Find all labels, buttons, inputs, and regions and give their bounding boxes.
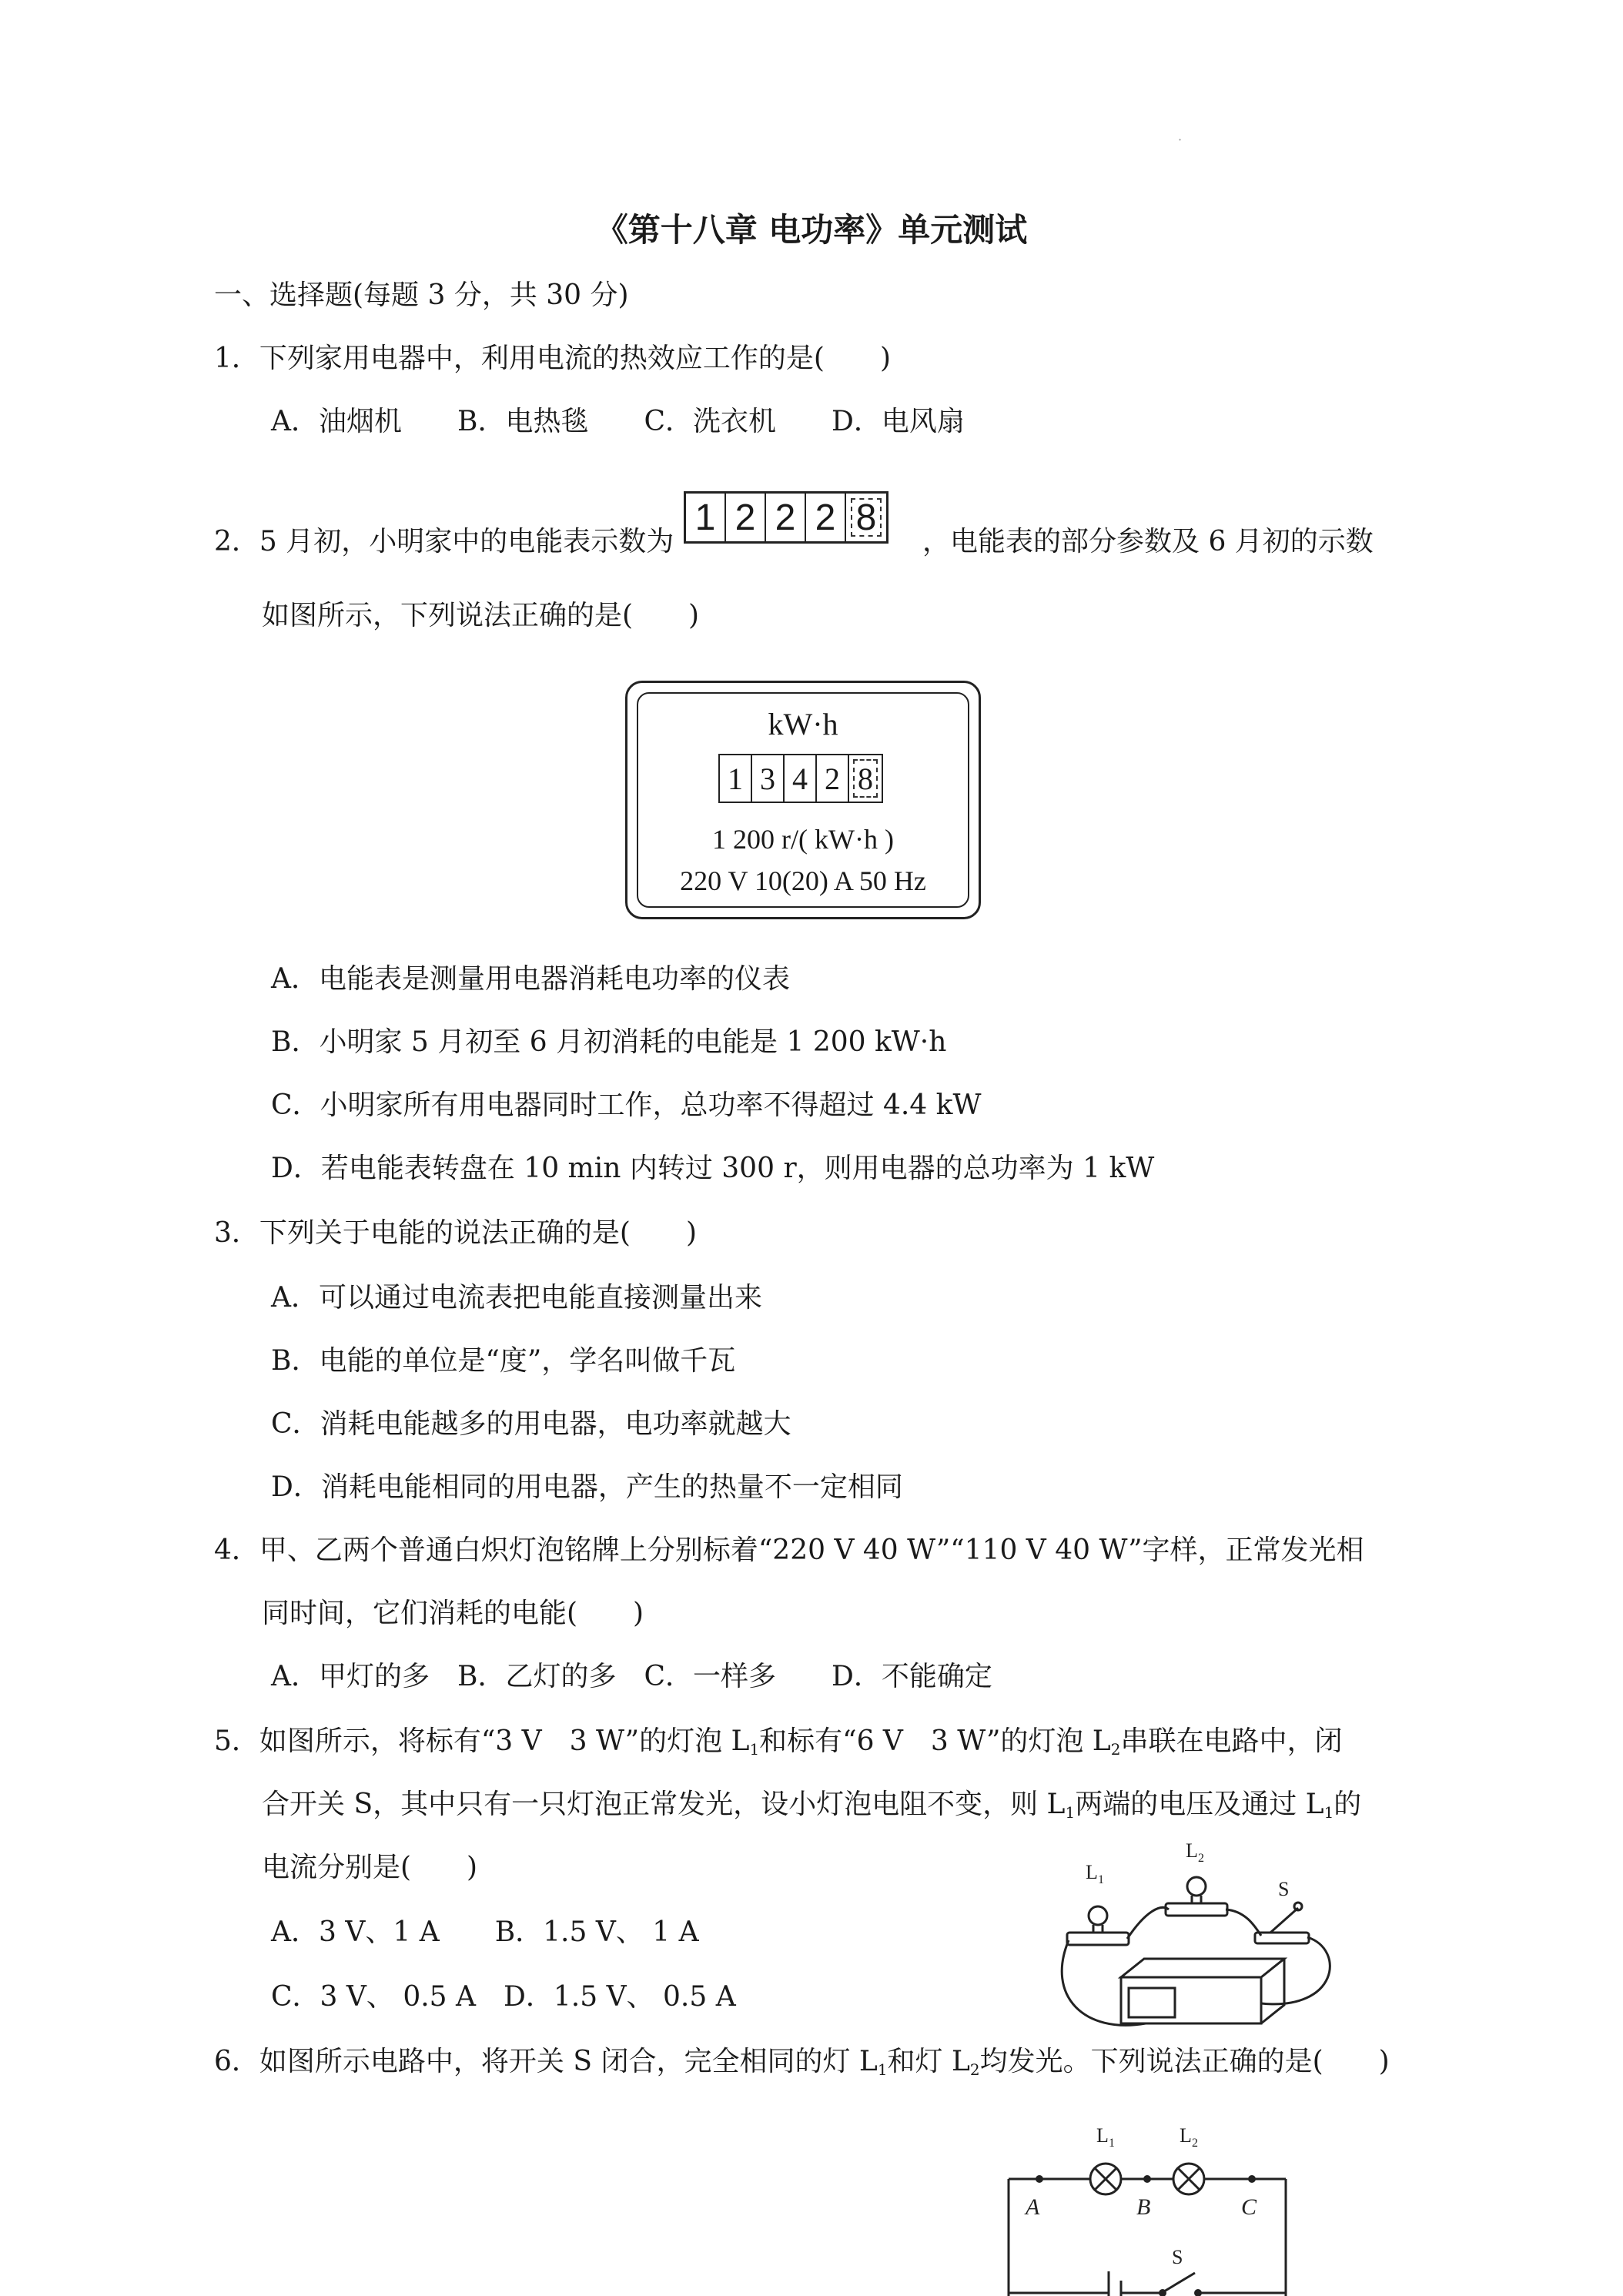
q2-option-b: B．小明家 5 月初至 6 月初消耗的电能是 1 200 kW·h [271,1026,947,1058]
q1-options: A．油烟机 B．电热毯 C．洗衣机 D．电风扇 [271,406,965,437]
q5-options-line2: C．3 V、 0.5 A D．1.5 V、 0.5 A [271,1981,736,2013]
node-c-label: C [1241,2194,1257,2220]
meter-rev-rate: 1 200 r/( kW·h ) [712,824,894,855]
q5-text: 两端的电压及通过 L [1075,1789,1324,1820]
q2-stem-after: ，电能表的部分参数及 6 月初的示数 [922,526,1374,557]
fig6-s-label: S [1172,2246,1183,2268]
june-digit: 1 [720,755,752,802]
fig5-l1-sub: 1 [1098,1873,1104,1886]
may-digit: 2 [766,494,806,541]
fig6-l2-sub: 2 [1192,2137,1198,2150]
may-meter-reading [684,491,888,544]
may-digit-decimal: 8 [846,494,886,541]
fig6-l1-label: L [1096,2124,1109,2147]
q2-option-d: D．若电能表转盘在 10 min 内转过 300 r，则用电器的总功率为 1 kW [271,1153,1155,1184]
subscript: 1 [749,1740,760,1759]
node-a-label: A [1026,2194,1040,2220]
q2-stem-before: 2．5 月初，小明家中的电能表示数为 [214,526,674,557]
subscript: 1 [1065,1803,1076,1822]
june-digit: 4 [785,755,817,802]
corner-mark: · [1178,132,1183,147]
june-digit: 3 [752,755,785,802]
l2-base [1166,1903,1227,1916]
q5-text: 的 [1334,1789,1362,1820]
june-digit-decimal: 8 [849,755,882,802]
l2-bulb [1187,1877,1206,1896]
may-digit: 2 [726,494,766,541]
may-digit: 2 [806,494,846,541]
june-meter-reading [718,754,883,803]
q6-text: 和灯 L [887,2046,970,2077]
q4-stem-line1: 4．甲、乙两个普通白炽灯泡铭牌上分别标着“220 V 40 W”“110 V 40 W”字样，正常发光相 [214,1535,1364,1566]
fig5-l1-label: L [1086,1861,1098,1883]
switch-s [1164,2273,1195,2291]
q4-options: A．甲灯的多 B．乙灯的多 C．一样多 D．不能确定 [271,1661,992,1692]
fig5-l2-label: L [1186,1842,1198,1862]
q6-circuit-figure [993,2110,1301,2296]
q5-text: 合开关 S，其中只有一只灯泡正常发光，设小灯泡电阻不变，则 L [262,1789,1066,1820]
q5-stem-line1 [214,1725,1342,1766]
subscript: 1 [1323,1803,1334,1822]
q5-stem-line3: 电流分别是( ) [262,1852,478,1883]
q5-options-line1: A．3 V、1 A B．1.5 V、 1 A [271,1916,699,1948]
q4-stem-line2: 同时间，它们消耗的电能( ) [262,1598,644,1629]
q2-option-c: C．小明家所有用电器同时工作，总功率不得超过 4.4 kW [271,1089,982,1121]
q5-text: 和标有“6 V 3 W”的灯泡 L [759,1725,1111,1757]
q5-stem-line2 [262,1788,1361,1829]
q3-option-c: C．消耗电能越多的用电器，电功率就越大 [271,1408,791,1440]
section-heading: 一、选择题(每题 3 分，共 30 分) [214,279,629,311]
fig5-l2-sub: 2 [1198,1852,1204,1865]
fig6-l1-sub: 1 [1109,2137,1115,2150]
q2-option-a: A．电能表是测量用电器消耗电功率的仪表 [271,963,790,995]
subscript: 1 [877,2060,888,2079]
subscript: 2 [1110,1740,1121,1759]
may-digit: 1 [686,494,726,541]
fig6-l2-label: L [1180,2124,1192,2147]
q3-option-d: D．消耗电能相同的用电器，产生的热量不一定相同 [271,1471,903,1503]
fig5-s-label: S [1278,1878,1290,1900]
q6-stem [214,2045,1390,2087]
switch-base [1255,1933,1309,1943]
q5-text: 5．如图所示，将标有“3 V 3 W”的灯泡 L [214,1725,750,1757]
l1-base [1067,1933,1129,1945]
meter-ratings: 220 V 10(20) A 50 Hz [680,865,926,896]
q6-text: 均发光。下列说法正确的是( ) [979,2046,1390,2077]
battery-top [1121,1959,1284,1977]
meter-unit: kW·h [768,707,838,741]
energy-meter-figure [625,681,981,919]
q5-text: 串联在电路中，闭 [1120,1725,1343,1757]
page-title: 《第十八章 电功率》单元测试 [595,211,1028,249]
q6-text: 6．如图所示电路中，将开关 S 闭合，完全相同的灯 L [214,2046,878,2077]
q3-option-a: A．可以通过电流表把电能直接测量出来 [271,1282,762,1314]
node-b-label: B [1136,2194,1151,2220]
june-digit: 2 [817,755,849,802]
q3-stem: 3．下列关于电能的说法正确的是( ) [214,1217,697,1249]
switch-lever [1270,1908,1298,1933]
q1-stem: 1．下列家用电器中，利用电流的热效应工作的是( ) [214,343,891,374]
q3-option-b: B．电能的单位是“度”，学名叫做千瓦 [271,1345,736,1377]
q5-circuit-figure [1053,1842,1354,2034]
subscript: 2 [969,2060,980,2079]
l1-bulb [1089,1906,1107,1925]
q2-stem-line2: 如图所示，下列说法正确的是( ) [262,600,700,631]
